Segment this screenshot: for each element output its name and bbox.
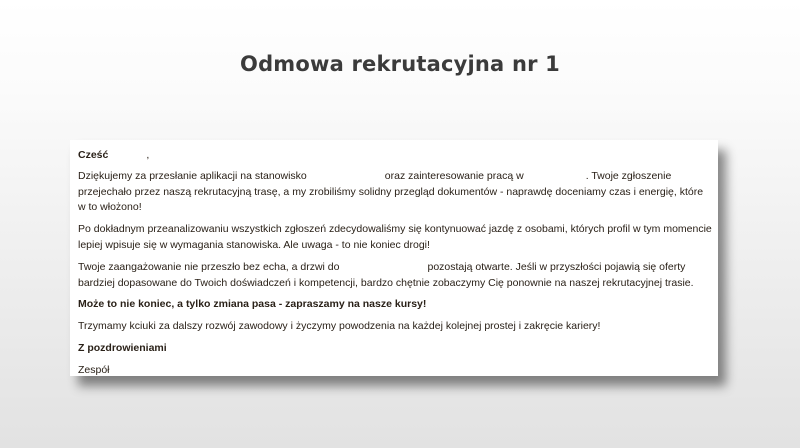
- paragraph-decision: Po dokładnym przeanalizowaniu wszystkich zgłoszeń zdecydowaliśmy się kontynuować jazdę z osobami, których profil w tym momencie lepiej wpisuje się w wymagania stanowiska. Ale uwaga - to nie koniec drogi!: [78, 223, 712, 251]
- greeting-prefix: Cześć: [78, 149, 109, 161]
- greeting: [78, 148, 712, 164]
- letter-card: [70, 140, 718, 376]
- page-title: Odmowa rekrutacyjna nr 1: [240, 52, 560, 76]
- paragraph-application-part-3: . Twoje zgłoszenie przejechało przez naszą rekrutacyjną trasę, a my zrobiliśmy solidny przegląd dokumentów - naprawdę doceniamy czas i energię, które w to włożono!: [78, 169, 704, 214]
- paragraph-courses: Może to nie koniec, a tylko zmiana pasa - zapraszamy na nasze kursy!: [78, 298, 427, 311]
- closing: Z pozdrowieniami: [78, 341, 167, 354]
- greeting-suffix: ,: [146, 149, 150, 161]
- paragraph-open-door-part-2: pozostają otwarte. Jeśli w przyszłości pojawią się oferty bardziej dopasowane do Twoich doświadczeń i kompetencji, bardzo chętnie zobaczymy Cię ponownie na naszej rekrutacyjnej trasie.: [78, 260, 694, 289]
- paragraph-application: [78, 169, 712, 216]
- paragraph-application-part-2: oraz zainteresowanie pracą w: [384, 169, 524, 182]
- paragraph-open-door: [78, 260, 712, 292]
- paragraph-open-door-part-1: Twoje zaangażowanie nie przeszło bez echa, a drzwi do: [78, 260, 340, 273]
- signature: Zespół: [78, 363, 110, 376]
- paragraph-wishes: Trzymamy kciuki za dalszy rozwój zawodowy i życzymy powodzenia na każdej kolejnej prostej i zakręcie kariery!: [78, 320, 601, 333]
- paragraph-application-part-1: Dziękujemy za przesłanie aplikacji na stanowisko: [78, 169, 307, 182]
